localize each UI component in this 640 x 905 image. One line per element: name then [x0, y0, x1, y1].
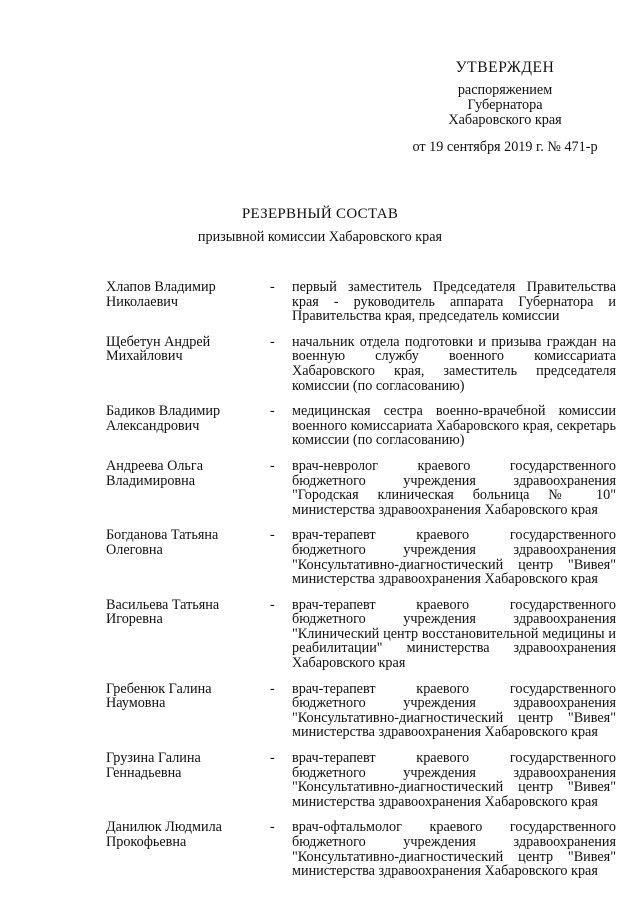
member-name — [106, 528, 270, 586]
approval-line: Хабаровского края — [448, 112, 562, 128]
member-row — [106, 280, 616, 324]
member-name — [106, 751, 270, 809]
member-row — [106, 459, 616, 517]
member-role: врач-терапевт краевого государственного бюджетного учреждения здравоохранения "Консультативно-диагностический центр "Вивея" министерства здравоохранения Хабаровского края — [292, 680, 616, 741]
document-heading — [0, 205, 640, 246]
member-dash: - — [270, 750, 275, 767]
approval-title: УТВЕРЖДЕН — [455, 59, 555, 76]
member-name-line: Николаевич — [106, 293, 179, 310]
member-name — [106, 335, 270, 393]
member-name-line: Данилюк Людмила — [106, 819, 222, 836]
member-name-line: Гребенюк Галина — [106, 680, 212, 697]
member-role: врач-терапевт краевого государственного бюджетного учреждения здравоохранения "Консультативно-диагностический центр "Вивея" министерства здравоохранения Хабаровского края — [292, 750, 616, 810]
member-role: врач-невролог краевого государственного бюджетного учреждения здравоохранения "Городская клиническая больница № 10" министерства здравоохранения Хабаровского края — [292, 457, 616, 518]
member-name-line: Олеговна — [106, 541, 163, 558]
member-dash: - — [270, 403, 275, 420]
member-name-line: Васильева Татьяна — [106, 596, 220, 613]
member-row — [106, 682, 616, 740]
member-row — [106, 751, 616, 809]
member-name-line: Андреева Ольга — [106, 457, 204, 474]
member-name-line: Игоревна — [106, 611, 163, 628]
member-name — [106, 820, 270, 878]
approval-line: распоряжением — [457, 82, 553, 98]
document-subtitle: призывной комиссии Хабаровского края — [197, 229, 443, 245]
member-name-line: Наумовна — [106, 695, 166, 712]
member-name — [106, 404, 270, 448]
members-list — [106, 280, 616, 890]
member-name-line: Бадиков Владимир — [106, 403, 221, 420]
member-name-line: Грузина Галина — [106, 750, 201, 767]
member-role: начальник отдела подготовки и призыва граждан на военную службу военного комиссариата Хабаровского края, заместитель председателя комиссии (по согласованию) — [292, 333, 616, 394]
member-role: врач-терапевт краевого государственного бюджетного учреждения здравоохранения "Клинический центр восстановительной медицины и реабилитации" министерства здравоохранения Хабаровского края — [292, 596, 616, 672]
member-row — [106, 335, 616, 393]
member-dash: - — [270, 333, 275, 350]
member-name-line: Щебетун Андрей — [106, 333, 211, 350]
approval-reference: от 19 сентября 2019 г. № 471-р — [412, 139, 598, 155]
member-name-line: Геннадьевна — [106, 764, 182, 781]
member-dash: - — [270, 279, 275, 295]
member-row — [106, 528, 616, 586]
approval-stamp — [395, 58, 615, 155]
member-name — [106, 598, 270, 671]
member-row — [106, 598, 616, 671]
member-role: врач-терапевт краевого государственного бюджетного учреждения здравоохранения "Консультативно-диагностический центр "Вивея" министерства здравоохранения Хабаровского края — [292, 527, 616, 588]
member-name — [106, 280, 270, 324]
member-dash: - — [270, 457, 275, 474]
member-name-line: Богданова Татьяна — [106, 527, 219, 544]
member-dash: - — [270, 819, 275, 836]
member-dash: - — [270, 527, 275, 544]
member-name-line: Михайлович — [106, 348, 183, 365]
member-dash: - — [270, 596, 275, 613]
member-name-line: Хлапов Владимир — [106, 279, 216, 295]
member-row — [106, 404, 616, 448]
member-dash: - — [270, 680, 275, 697]
member-row — [106, 820, 616, 878]
member-name-line: Владимировна — [106, 472, 195, 489]
member-role: медицинская сестра военно-врачебной комиссии военного комиссариата Хабаровского края, секретарь комиссии (по согласованию) — [292, 403, 616, 449]
member-role: врач-офтальмолог краевого государственного бюджетного учреждения здравоохранения "Консультативно-диагностический центр "Вивея" министерства здравоохранения Хабаровского края — [292, 819, 616, 880]
approval-line: Губернатора — [467, 97, 543, 113]
member-name-line: Александрович — [106, 417, 200, 434]
member-name-line: Прокофьевна — [106, 834, 187, 850]
member-name — [106, 459, 270, 517]
document-title: РЕЗЕРВНЫЙ СОСТАВ — [241, 206, 399, 222]
member-name — [106, 682, 270, 740]
member-role: первый заместитель Председателя Правительства края - руководитель аппарата Губернатора и Правительства края, председатель комиссии — [292, 279, 616, 325]
